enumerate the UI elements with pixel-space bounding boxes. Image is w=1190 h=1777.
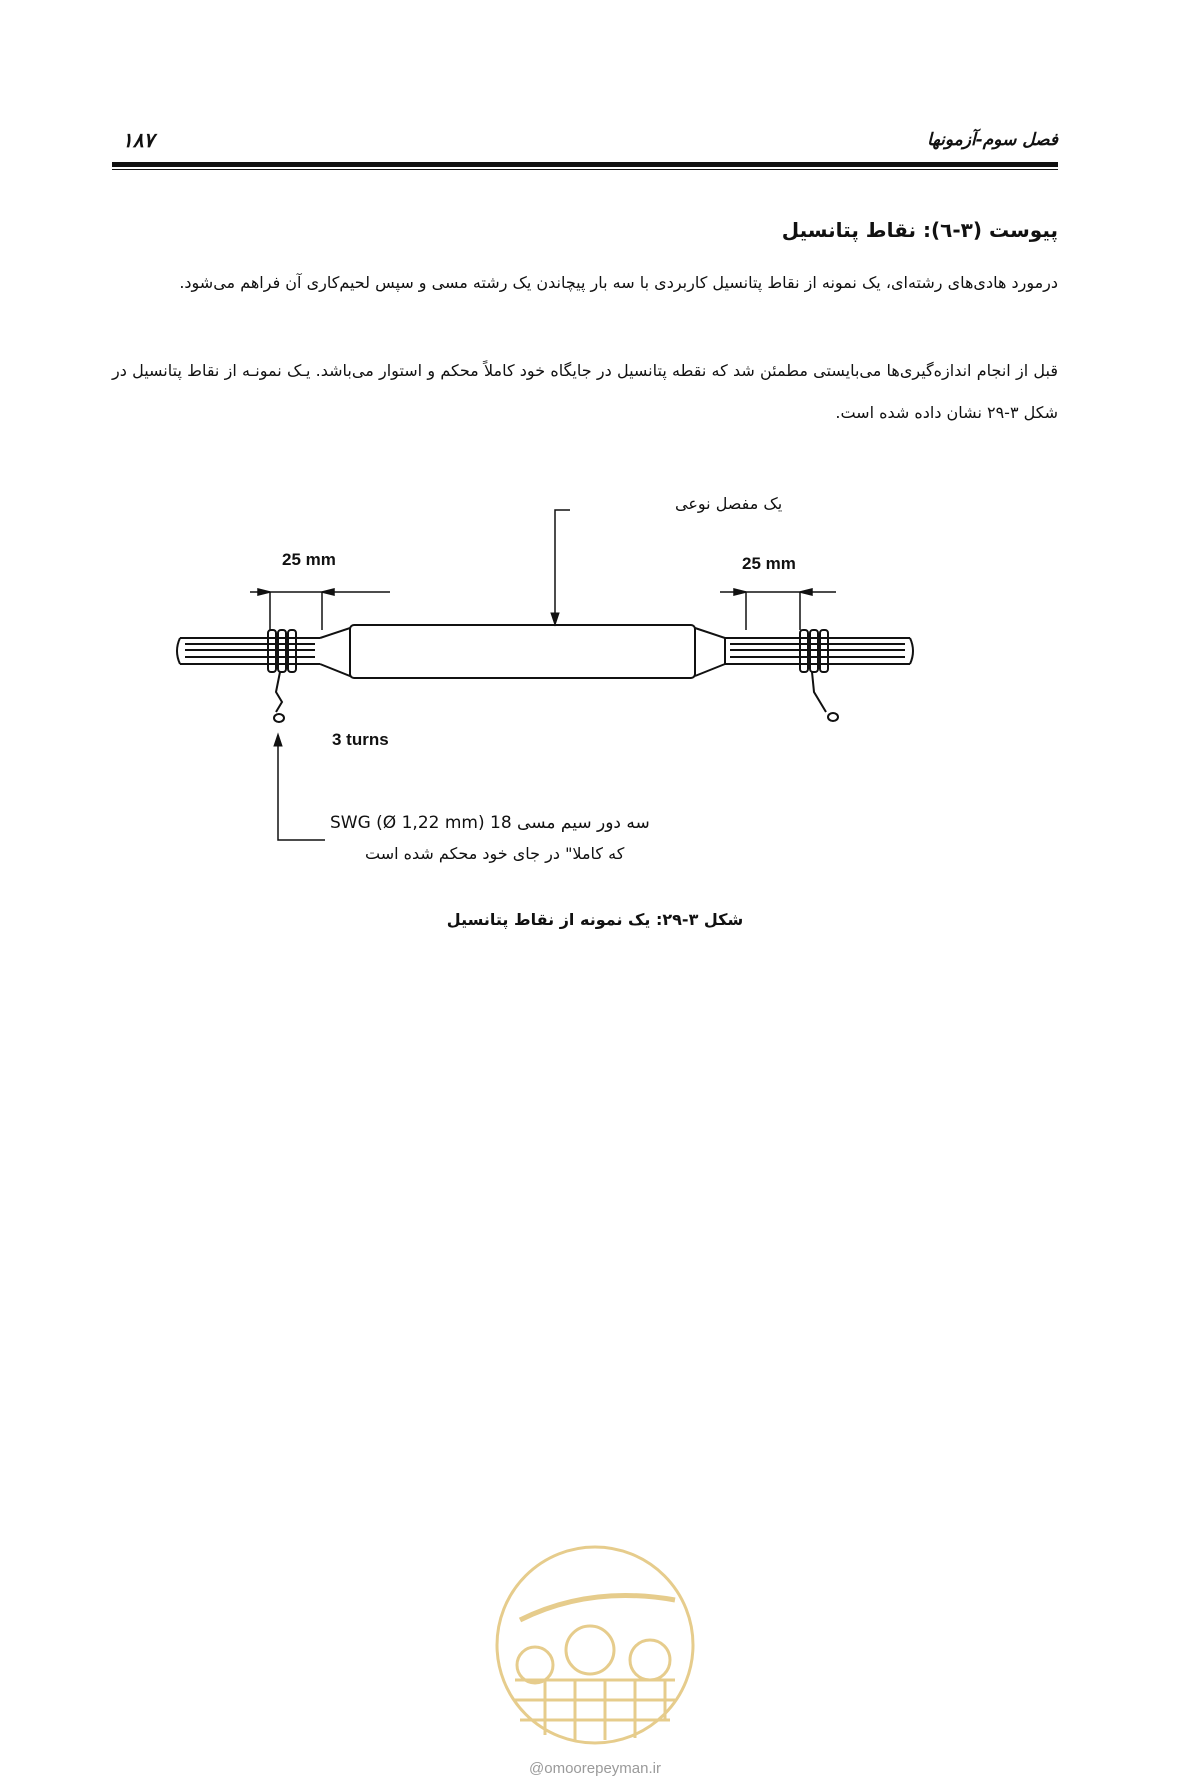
potential-points-figure — [150, 480, 950, 900]
dimension-right-label: 25 mm — [742, 554, 796, 573]
figure-caption: شکل ۳-۲۹: یک نمونه از نقاط پتانسیل — [446, 910, 744, 929]
wire-leader — [278, 742, 325, 840]
joint-label: یک مفصل نوعی — [675, 494, 783, 513]
header-rule-thick — [112, 162, 1058, 167]
left-dimension — [250, 589, 390, 630]
wire-leader-arrow — [274, 734, 282, 746]
cable-joint-diagram — [150, 480, 950, 900]
right-taper — [695, 628, 725, 676]
watermark-url: @omoorepeyman.ir — [529, 1760, 661, 1777]
section-title: پیوست (۳-٦): نقاط پتانسیل — [781, 218, 1058, 242]
left-conductor — [180, 638, 320, 664]
wire-label-line1: سه دور سیم مسی 18 SWG (Ø 1,22 mm) — [330, 813, 650, 833]
right-dimension — [720, 589, 836, 630]
left-conductor-end — [177, 638, 180, 664]
joint-leader-arrow — [551, 613, 559, 625]
joint-sleeve — [350, 625, 695, 678]
dimension-left-label: 25 mm — [282, 550, 336, 569]
page-number: ۱۸۷ — [122, 128, 155, 152]
page-header — [112, 128, 1058, 158]
paragraph-2: قبل از انجام اندازه‌گیری‌ها می‌بایستی مطمئن شد که نقطه پتانسیل در جایگاه خود کاملاً محکم و استوار می‌باشد. یـک نمونـه از نقاط پتانسیل در شکل ۳-۲۹ نشان داده شده است. — [112, 361, 1058, 422]
header-rule-thin — [112, 169, 1058, 170]
paragraph-1: درمورد هادی‌های رشته‌ای، یک نمونه از نقاط پتانسیل کاربردی با سه بار پیچاندن یک رشته مسی و سپس لحیم‌کاری آن فراهم می‌شود. — [179, 273, 1058, 292]
turns-label: 3 turns — [332, 730, 389, 749]
watermark-logo — [490, 1540, 700, 1750]
joint-leader — [555, 510, 570, 620]
wire-label-line2: که کاملا" در جای خود محکم شده است — [365, 844, 625, 863]
right-conductor-end — [910, 638, 913, 664]
running-head: فصل سوم-آزمونها — [927, 130, 1058, 150]
left-taper — [320, 628, 350, 676]
